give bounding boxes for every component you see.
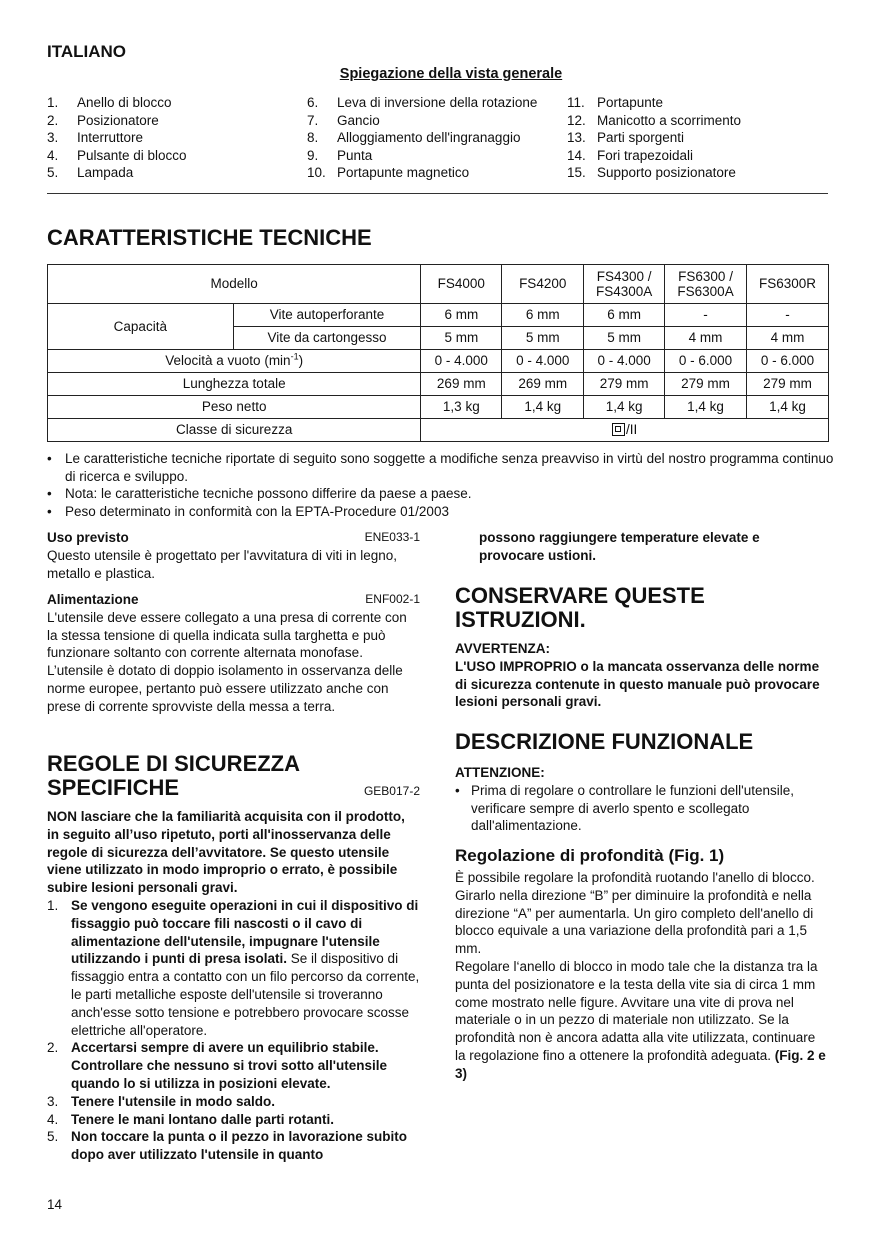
model-label: Modello	[48, 265, 421, 304]
legend-item: 9. Punta	[307, 147, 373, 163]
table-cell: 4 mm	[665, 327, 747, 350]
legend-item: 10. Portapunte magnetico	[307, 165, 470, 181]
depth-paragraph-1: È possibile regolare la profondità ruotando l'anello di blocco. Girarlo nella direzione “B” per diminuire la profondità e nella direzione “A” per aumentarla. Un giro completo dell'anello di blocco equivale a una variazione della profondità pari a 1,5 mm.	[455, 870, 815, 957]
legend-item: 4. Pulsante di blocco	[47, 147, 187, 163]
power-section	[47, 591, 420, 716]
language-heading: ITALIANO	[47, 42, 127, 61]
row-label: Vite autoperforante	[233, 304, 421, 327]
table-cell: 269 mm	[421, 373, 502, 396]
safety-title-line-1: REGOLE DI SICUREZZA	[47, 751, 301, 776]
section-code: ENF002-1	[365, 592, 420, 606]
table-cell: 4 mm	[747, 327, 829, 350]
legend-item: 14. Fori trapezoidali	[567, 147, 694, 163]
spec-notes	[47, 450, 837, 520]
page-number: 14	[47, 1197, 63, 1212]
capacity-label: Capacità	[48, 304, 234, 350]
list-item: • Nota: le caratteristiche tecniche possono differire da paese a paese.	[47, 486, 472, 502]
list-item: 4. Tenere le mani lontano dalle parti rotanti.	[47, 1111, 335, 1127]
list-item: • Le caratteristiche tecniche riportate di seguito sono soggette a modifiche senza preavviso in virtù del nostro programma continuo di ricerca e sviluppo.	[47, 451, 834, 484]
row-label: Velocità a vuoto $(\min^{-1})$	[48, 350, 421, 373]
depth-adjustment-text	[455, 869, 828, 1083]
warning-text: L'USO IMPROPRIO o la mancata osservanza delle norme di sicurezza contenute in questo manuale può provocare lesioni personali gravi.	[455, 658, 820, 710]
legend-item: 2. Posizionatore	[47, 112, 159, 128]
legend-item: 5. Lampada	[47, 165, 134, 181]
table-cell: 1,4 kg	[502, 396, 584, 419]
safety-continuation: possono raggiungere temperature elevate e provocare ustioni.	[479, 530, 760, 563]
table-cell: 5 mm	[502, 327, 584, 350]
legend-column-1	[47, 94, 307, 182]
model-cell: FS6300 / FS6300A	[665, 265, 747, 304]
list-item: 3. Tenere l'utensile in modo saldo.	[47, 1093, 275, 1109]
list-item: 1. Se vengono eseguite operazioni in cui il dispositivo di fissaggio può toccare fili nascosti o il cavo di alimentazione dell'utensile, impugnare l'utensile utilizzando i punti di presa isolati. Se il dispositivo di fissaggio entra a contatto con un filo percorso da corrente, le parti metalliche esposte dell'utensile si troveranno anch'esse sotto tensione e potrebbero provocare scosse elettriche all'operatore.	[47, 897, 420, 1038]
legend-column-3	[567, 94, 827, 182]
legend-title: Spiegazione della vista generale	[339, 66, 563, 82]
legend-item: 3. Interruttore	[47, 130, 144, 146]
table-cell: 0 - 4.000	[584, 350, 665, 373]
list-item: 2. Accertarsi sempre di avere un equilibrio stabile. Controllare che nessuno si trovi sotto all'utensile quando lo si utilizza in posizioni elevate.	[47, 1040, 388, 1091]
model-cell: FS4300 / FS4300A	[584, 265, 665, 304]
table-cell: 0 - 4.000	[502, 350, 584, 373]
table-cell: 1,4 kg	[584, 396, 665, 419]
table-cell: 1,4 kg	[665, 396, 747, 419]
table-row	[48, 373, 829, 396]
legend-item: 1. Anello di blocco	[47, 95, 172, 110]
section-code: ENE033-1	[364, 530, 420, 544]
table-cell: 0 - 6.000	[747, 350, 829, 373]
table-cell: 5 mm	[584, 327, 665, 350]
safety-title	[47, 752, 420, 801]
table-cell: /II	[421, 419, 829, 442]
model-cell: FS6300R	[747, 265, 829, 304]
table-cell: 6 mm	[421, 304, 502, 327]
table-row	[48, 304, 829, 327]
table-row	[48, 419, 829, 442]
list-item: • Peso determinato in conformità con la EPTA-Procedure 01/2003	[47, 503, 449, 519]
table-cell: 1,3 kg	[421, 396, 502, 419]
power-text: L'utensile deve essere collegato a una presa di corrente con la stessa tensione di quella indicata sulla targhetta e può funzionare soltanto con corrente alternata monofase. L’utensile è dotato di doppio isolamento in osservanza delle norme europee, pertanto può essere utilizzato anche con prese di corrente sprovviste della messa a terra.	[47, 609, 407, 714]
caution-label: ATTENZIONE:	[455, 765, 545, 780]
table-cell: -	[747, 304, 829, 327]
table-cell: 279 mm	[584, 373, 665, 396]
table-cell: 5 mm	[421, 327, 502, 350]
legend-item: 11. Portapunte	[567, 95, 664, 110]
safety-rules	[47, 808, 420, 1164]
section-divider	[47, 193, 828, 194]
model-cell: FS4200	[502, 265, 584, 304]
double-insulation-icon	[612, 423, 625, 436]
table-cell: 269 mm	[502, 373, 584, 396]
caution-block	[455, 764, 828, 835]
list-item: 5. Non toccare la punta o il pezzo in lavorazione subito dopo aver utilizzato l'utensile in quanto	[47, 1129, 408, 1163]
safety-title-line-2: SPECIFICHE	[47, 775, 180, 800]
intended-use-heading: Uso previsto	[47, 530, 129, 545]
power-heading: Alimentazione	[47, 592, 139, 607]
functional-description-title: DESCRIZIONE FUNZIONALE	[455, 729, 754, 754]
safety-intro: NON lasciare che la familiarità acquisita con il prodotto, in seguito all’uso ripetuto, porti all'inosservanza delle regole di sicurezza dell’avvitatore. Se questo utensile viene utilizzato in modo improprio o errato, è possibile subire lesioni personali gravi.	[47, 809, 405, 896]
intended-use-section	[47, 529, 420, 582]
specs-title: CARATTERISTICHE TECNICHE	[47, 225, 372, 250]
table-cell: 0 - 6.000	[665, 350, 747, 373]
model-cell: FS4000	[421, 265, 502, 304]
legend-column-2	[307, 94, 569, 182]
table-row	[48, 350, 829, 373]
legend-item: 6. Leva di inversione della rotazione	[307, 95, 538, 110]
table-cell: 6 mm	[502, 304, 584, 327]
legend-item: 13. Parti sporgenti	[567, 130, 685, 146]
row-label: Lunghezza totale	[48, 373, 421, 396]
save-instructions-title: CONSERVARE QUESTE ISTRUZIONI.	[455, 583, 705, 632]
warning-block	[455, 640, 828, 711]
legend-item: 15. Supporto posizionatore	[567, 165, 736, 181]
legend-item: 12. Manicotto a scorrimento	[567, 112, 742, 128]
table-cell: 279 mm	[665, 373, 747, 396]
table-cell: -	[665, 304, 747, 327]
table-header-row	[48, 265, 829, 304]
row-label: Peso netto	[48, 396, 421, 419]
table-cell: 279 mm	[747, 373, 829, 396]
table-cell: 0 - 4.000	[421, 350, 502, 373]
depth-adjustment-title: Regolazione di profondità (Fig. 1)	[455, 846, 725, 865]
table-cell: 6 mm	[584, 304, 665, 327]
legend-item: 8. Alloggiamento dell'ingranaggio	[307, 130, 521, 146]
row-label: Classe di sicurezza	[48, 419, 421, 442]
list-item: • Prima di regolare o controllare le funzioni dell'utensile, verificare sempre di averlo spento e scollegato dall'alimentazione.	[455, 782, 794, 834]
legend-item: 7. Gancio	[307, 112, 380, 128]
section-code: GEB017-2	[363, 784, 420, 798]
intended-use-text: Questo utensile è progettato per l'avvitatura di viti in legno, metallo e plastica.	[47, 547, 398, 581]
warning-label: AVVERTENZA:	[455, 641, 551, 656]
table-cell: 1,4 kg	[747, 396, 829, 419]
depth-paragraph-2: Regolare l‘anello di blocco in modo tale che la distanza tra la punta del posizionatore e la testa della vite sia di circa 1 mm come mostrato nelle figure. Avvitare una vite di prova nel materiale o in un pezzo di materiale non utilizzato. Se la profondità non è ancora adatta alla vite utilizzata, continuare la regolazione fino a ottenere la profondità adeguata. (Fig. 2 e 3)	[455, 958, 826, 1081]
row-label: Vite da cartongesso	[233, 327, 421, 350]
table-row	[48, 396, 829, 419]
specs-table	[47, 264, 829, 442]
